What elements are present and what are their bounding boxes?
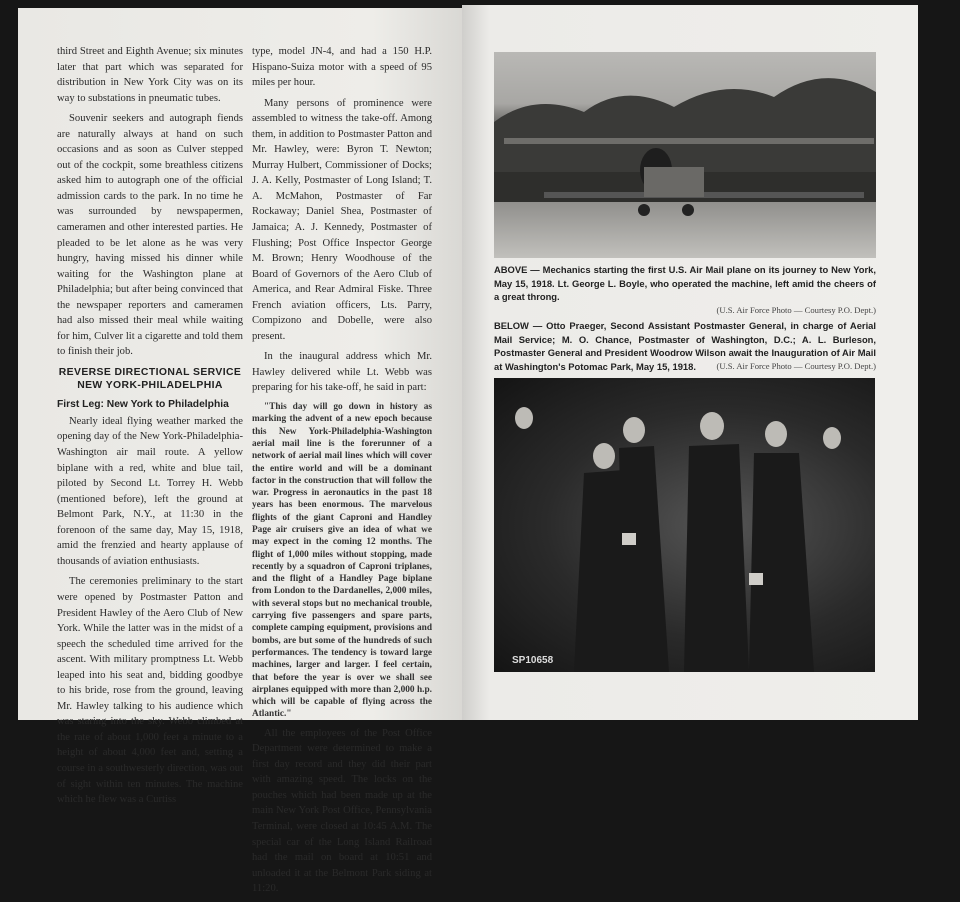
paragraph: type, model JN-4, and had a 150 H.P. Hispano-Suiza motor with a speed of 95 miles per hour. (252, 46, 432, 89)
text-column-1 (57, 44, 243, 813)
right-page (462, 5, 918, 720)
paragraph: All the employees of the Post Office Department were determined to make a first day record and they did their part with amazing speed. The locks on the pouches which had been made up at the main New York Post Office, Pennsylvania Terminal, were closed at 10:45 A.M. The special car of the Long Island Railroad had the mail on board at 10:51 and unloaded it at the Belmont Park siding at 11:20. (252, 727, 432, 895)
section-heading-line: REVERSE DIRECTIONAL SERVICE (58, 366, 242, 378)
paragraph: Souvenir seekers and autograph fiends are naturally always at hand on such occasions and as soon as Culver stepped out of the cockpit, some breathless citizens asked him to autograph one of the official admission cards to the park. In no time he was surrounded by newspapermen, cameramen and other interested parties. He pleaded to be let alone as he was very hungry, having missed his dinner while waiting for the Washington plane at Philadelphia; but after being convinced that the newspaper reporters and cameramen had also missed their meal while waiting for him, Culver lit a cigarette and told them to finish their job. (57, 113, 243, 358)
block-quote: "This day will go down in history as marking the advent of a new epoch because this New York-Philadelphia-Washington aerial mail line is the forerunner of a network of aerial mail lines which will cover the entire world and will be a dominant factor in the construction that will follow the war. Progress in aeronautics in the past 18 years has been enormous. The marvelous flights of the giant Caproni and Handley Page air cruisers give an idea of what we may expect in the coming 12 months. The flight of 1,000 miles without stopping, made recently by a squadron of Caproni triplanes, and the flight of a Handley Page biplane from London to the Dardanelles, 2,000 miles, with several stops but no mechanical trouble, carrying five passengers and spare parts, complete camping equipment, provisions and bombs, are but some of the hundreds of such performances. The tendency is toward large machines, larger and larger. I feel certain, that before the year is over we shall see airplanes equipped with more than 2,000 h.p. which will be capable of flying across the Atlantic." (252, 402, 432, 720)
photo-credit-below: (U.S. Air Force Photo — Courtesy P.O. Dept.) (716, 361, 876, 371)
paragraph: In the inaugural address which Mr. Hawley delivered while Lt. Webb was preparing for his take-off, he said in part: (252, 351, 432, 394)
paragraph: Nearly ideal flying weather marked the opening day of the New York-Philadelphia-Washington air mail route. A yellow biplane with a red, white and blue tail, piloted by Second Lt. Torrey H. Webb (mentioned before), left the ground at Belmont Park, N.Y., at 11:30 in the forenoon of the same day, May 15, 1918, amid the frenzied and hearty applause of thousands of aviation enthusiasts. (57, 415, 243, 567)
officials-group-photo (494, 378, 875, 672)
biplane-illustration (494, 52, 876, 258)
paragraph: third Street and Eighth Avenue; six minutes later that part which was separated for distribution in New York City was on its way to substations in pneumatic tubes. (57, 46, 243, 104)
text-column-2 (252, 44, 432, 902)
caption-above: ABOVE — Mechanics starting the first U.S. Air Mail plane on its journey to New York, May 15, 1918. Lt. George L. Boyle, who operated the machine, left amid the cheers of a great throng. (494, 264, 876, 303)
group-illustration (494, 378, 875, 672)
biplane-photo (494, 52, 876, 258)
caption-below: BELOW — Otto Praeger, Second Assistant Postmaster General, in charge of Aerial Mail Service; M. O. Chance, Postmaster of Washington, D.C.; A. L. Burleson, Postmaster General and President Woodrow Wilson await the Inauguration of Air Mail at Washington's Potomac Park, May 15, 1918. (494, 320, 876, 372)
paragraph: Many persons of prominence were assembled to witness the take-off. Among them, in addition to Postmaster Patton and Mr. Hawley, were: Byron T. Newton; Murray Hulbert, Commissioner of Docks; J. A. Kelly, Postmaster of Long Island; T. A. McMahon, Postmaster of Far Rockaway; Daniel Shea, Postmaster of Jamaica; A. J. Kennedy, Postmaster of Flushing; Post Office Inspector George M. Brown; Henry Woodhouse of the Board of Governors of the Aero Club of America, and Rear Admiral Fiske. Three French aviation officers, Lts. Parry, Compizono and Dobelle, were also present. (252, 97, 432, 342)
left-page (18, 8, 462, 895)
photo-number: SP10658 (512, 655, 554, 666)
photo-credit-above: (U.S. Air Force Photo — Courtesy P.O. Dept.) (716, 305, 876, 315)
section-heading-line: NEW YORK-PHILADELPHIA (77, 379, 223, 391)
subheading: First Leg: New York to Philadelphia (57, 398, 229, 410)
paragraph: The ceremonies preliminary to the start were opened by Postmaster Patton and President Hawley of the Aero Club of New York. While the latter was in the midst of a speech the scheduled time arrived for the ascent. With military promptness Lt. Webb leaped into his seat and, bidding goodbye to his bride, rose from the ground, leaving Mr. Hawley talking to his audience which was staring into the sky. Webb climbed at the rate of about 1,000 feet a minute to a height of about 4,000 feet and, setting a course in a southwesterly direction, was out of sight within ten minutes. The machine which he flew was a Curtiss (57, 576, 243, 806)
section-heading (57, 366, 243, 392)
